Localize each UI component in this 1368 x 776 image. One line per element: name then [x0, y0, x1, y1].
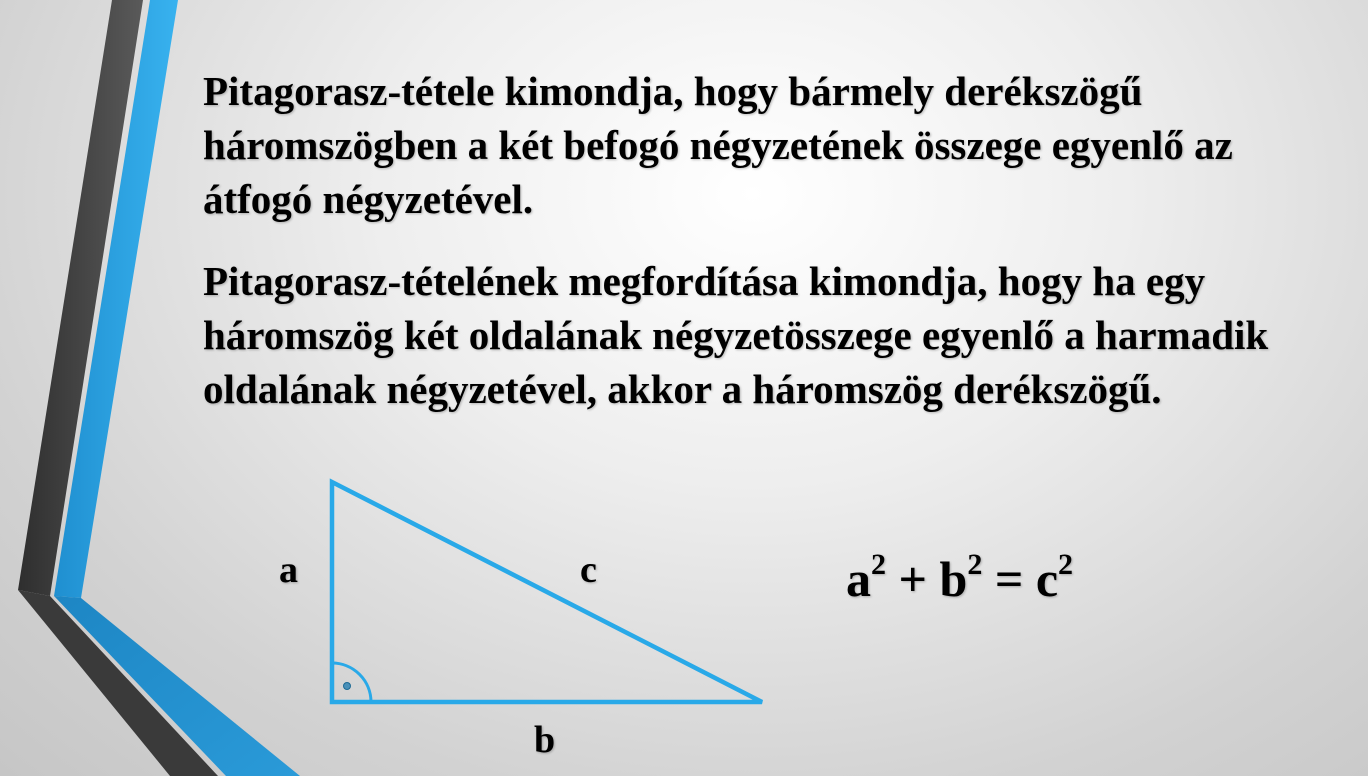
right-triangle [332, 482, 762, 702]
pythagorean-formula [846, 548, 1073, 608]
formula-plus: + [886, 551, 940, 607]
formula-exponent-b: 2 [967, 548, 983, 581]
formula-exponent-a: 2 [871, 548, 886, 581]
side-c-label: c [580, 549, 597, 591]
side-b-label: b [534, 719, 556, 761]
formula-exponent-c: 2 [1058, 548, 1074, 581]
right-angle-dot [344, 683, 351, 690]
formula-c: c [1035, 551, 1059, 607]
converse-paragraph: Pitagorasz-tételének megfordítása kimondja, hogy ha egy háromszög két oldalának négyzetösszege egyenlő a harmadik oldalának négyzetével, akkor a háromszög derékszögű. [203, 258, 1269, 412]
right-angle-marker [332, 663, 371, 702]
formula-b: b [939, 551, 968, 607]
formula-a: a [846, 551, 871, 607]
side-a-label: a [279, 549, 298, 591]
formula-equals: = [982, 551, 1036, 607]
theorem-paragraph: Pitagorasz-tétele kimondja, hogy bármely derékszögű háromszögben a két befogó négyzetének összege egyenlő az átfogó négyzetével. [203, 68, 1233, 222]
